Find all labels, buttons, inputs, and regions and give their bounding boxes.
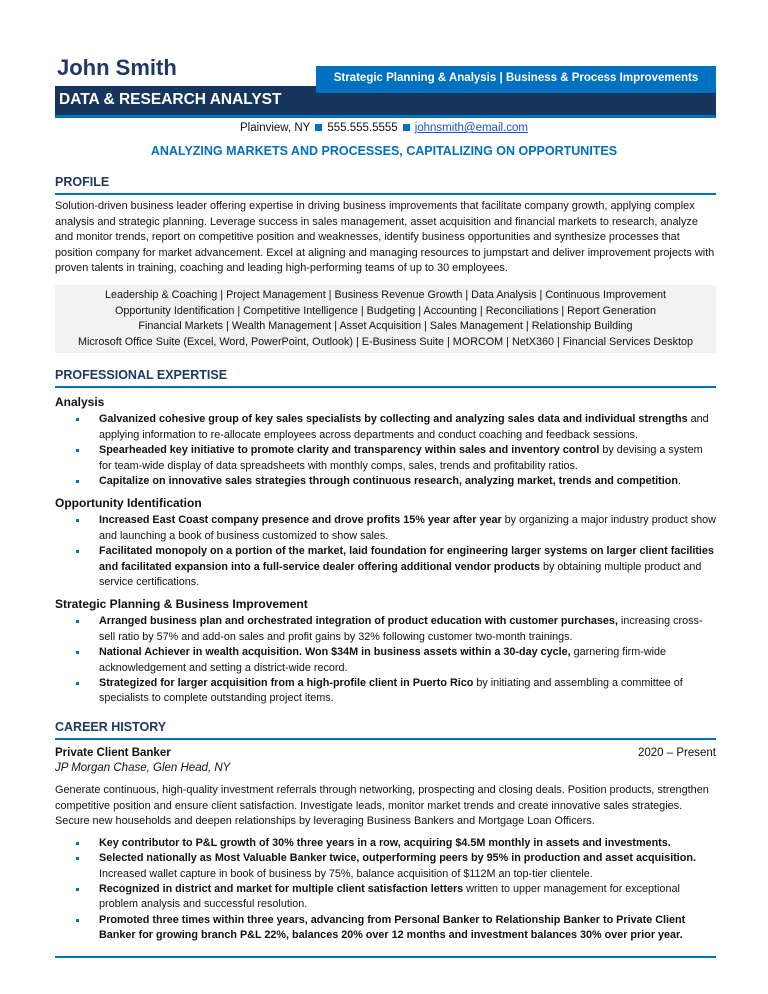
job-position: Private Client Banker	[55, 746, 171, 759]
bullet-text: increasing cross-sell ratio by 57% and add-on sales and profit gains by 32% following customer two-month trainings.	[99, 615, 703, 643]
job-dates: 2020 – Present	[637, 746, 716, 759]
profile-heading: PROFILE	[55, 174, 716, 195]
candidate-name: John Smith	[57, 55, 177, 80]
bullet-bold: Key contributor to P&L growth of 30% three years in a row, acquiring $4.5M monthly in assets and investments.	[99, 836, 671, 849]
skills-box	[55, 285, 716, 353]
bullet-bold: Selected nationally as Most Valuable Banker twice, outperforming peers by 95% in production and asset acquisition.	[99, 852, 696, 865]
expertise-subheading: Analysis	[55, 395, 105, 410]
bullet-text: by obtaining multiple product and service certifications.	[99, 560, 702, 588]
bullet-text: written to upper management for exceptional problem analysis and successful resolution.	[99, 883, 680, 911]
bullet-item	[55, 474, 716, 489]
bullet-text: Increased wallet capture in book of business by 75%, balance acquisition of $112M an top-tier clientele.	[99, 867, 593, 880]
expertise-bullets	[55, 412, 716, 489]
bullet-bold: Spearheaded key initiative to promote clarity and transparency within sales and inventory control	[99, 444, 600, 457]
bullet-item	[55, 443, 716, 474]
bullet-item	[55, 412, 716, 443]
bullet-bold: Promoted three times within three years, advancing from Personal Banker to Relationship Banker to Private Client Banker for growing branch P&L 22%, balances 20% over 12 months and investment balances 30% over prior year.	[99, 913, 686, 942]
bullet-text: garnering firm-wide acknowledgement and setting a district-wide record.	[99, 646, 667, 674]
bullet-item	[55, 851, 716, 882]
bullet-text: by devising a system for team-wide display of data spreadsheets with monthly comps, sales, trends and profitability ratios.	[99, 444, 703, 472]
expertise-bullets	[55, 513, 716, 590]
bullet-item	[55, 676, 716, 707]
bullet-bold: Arranged business plan and orchestrated integration of product education with customer purchases,	[99, 615, 618, 628]
expertise-heading: PROFESSIONAL EXPERTISE	[55, 367, 716, 388]
bullet-bold: Strategized for larger acquisition from a high-profile client in Puerto Rico	[99, 677, 474, 690]
location: Plainview, NY	[240, 122, 311, 134]
job-company: JP Morgan Chase, Glen Head, NY	[55, 762, 231, 775]
square-bullet-icon	[315, 124, 322, 131]
resume-body	[55, 164, 716, 958]
square-bullet-icon	[403, 124, 410, 131]
expertise-bullets	[55, 614, 716, 706]
skills-line: Leadership & Coaching | Project Management | Business Revenue Growth | Data Analysis | Continuous Improvement	[105, 288, 666, 301]
job-bullets	[55, 836, 716, 944]
bullet-text: .	[677, 474, 681, 487]
expertise-subheading: Opportunity Identification	[55, 496, 202, 511]
bullet-item	[55, 513, 716, 544]
skills-line: Opportunity Identification | Competitive Intelligence | Budgeting | Accounting | Reconciliations | Report Generation	[115, 304, 656, 317]
specialties-box: Strategic Planning & Analysis | Business & Process Improvements	[316, 66, 716, 93]
bullet-item	[55, 836, 716, 851]
bullet-item	[55, 645, 716, 676]
bullet-bold: National Achiever in wealth acquisition. Won $34M in business assets within a 30-day cycle,	[99, 646, 571, 659]
email-link[interactable]: johnsmith@email.com	[414, 122, 528, 134]
bullet-bold: Capitalize on innovative sales strategies through continuous research, analyzing market, trends and competition	[99, 474, 678, 487]
bullet-text: and applying information to re-allocate employees across departments and conduct coaching and feedback sessions.	[99, 413, 709, 441]
tagline: ANALYZING MARKETS AND PROCESSES, CAPITALIZING ON OPPORTUNITES	[150, 144, 618, 158]
expertise-subheading: Strategic Planning & Business Improvement	[55, 597, 308, 612]
job-header	[55, 746, 716, 762]
bullet-bold: Galvanized cohesive group of key sales specialists by collecting and analyzing sales data and individual strengths	[99, 413, 688, 426]
bullet-item	[55, 882, 716, 913]
bullet-item	[55, 913, 716, 944]
phone: 555.555.5555	[327, 122, 398, 134]
bottom-rule	[55, 956, 716, 958]
skills-line: Microsoft Office Suite (Excel, Word, PowerPoint, Outlook) | E-Business Suite | MORCOM | NetX360 | Financial Services Desktop	[77, 335, 694, 348]
job-summary: Generate continuous, high-quality investment referrals through networking, prospecting and closing deals. Position products, strengthen competitive position and ensure client satisfaction. Investigate leads, monitor market trends and create innovative sales strategies. Secure new households and deepen relationships by leveraging Business Bankers and Mortgage Loan Officers.	[55, 784, 709, 828]
contact-line	[0, 121, 768, 137]
bullet-text: by organizing a major industry product show and launching a book of business customized to show sales.	[99, 514, 716, 542]
bullet-bold: Increased East Coast company presence and drove profits 15% year after year	[99, 514, 502, 527]
bullet-text: by initiating and assembling a committee of specialists to complete outstanding project items.	[99, 677, 683, 705]
expertise-groups	[55, 394, 716, 707]
bullet-bold: Facilitated monopoly on a portion of the market, laid foundation for engineering larger systems on larger client facilities and facilitated expansion into a full-service dealer offering additional vendor products	[99, 545, 714, 573]
skills-line: Financial Markets | Wealth Management | Asset Acquisition | Sales Management | Relationship Building	[138, 320, 633, 333]
profile-text: Solution-driven business leader offering expertise in driving business improvements that facilitate company growth, applying complex analysis and strategic planning. Leverage success in sales management, asset acquisition and financial markets to research, analyze and monitor trends, report on competitive position and weaknesses, identify business opportunities and synthesize processes that position company for market advancement. Excel at aligning and managing resources to jumpstart and deliver improvement projects with proven talents in training, coaching and leading high-performing teams of up to 30 employees.	[55, 200, 715, 275]
bullet-item	[55, 614, 716, 645]
bullet-item	[55, 544, 716, 590]
job-title: DATA & RESEARCH ANALYST	[59, 91, 282, 108]
bullet-bold: Recognized in district and market for multiple client satisfaction letters	[99, 883, 464, 896]
career-heading: CAREER HISTORY	[55, 719, 716, 740]
